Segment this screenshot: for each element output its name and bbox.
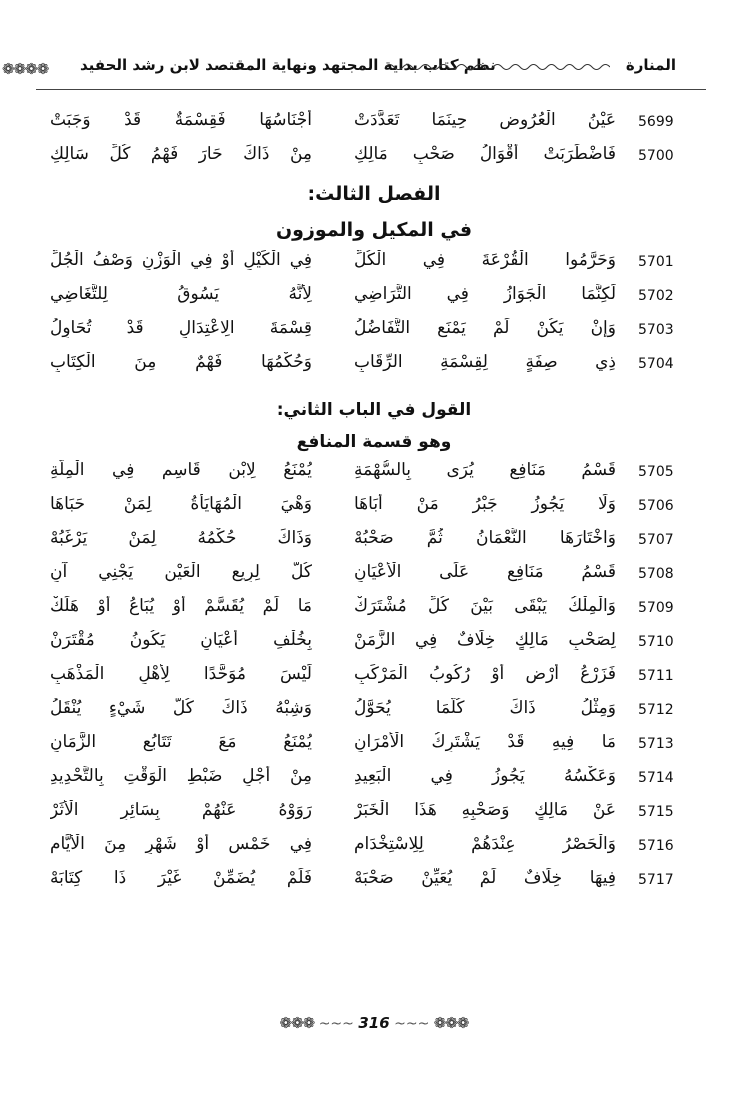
verse-first-hemistich: وَحَرَّمُوا الْقُرْعَةَ فِي الْكُلِّ <box>354 250 616 270</box>
verse-second-hemistich: مَا لَمْ يُقَسَّمْ أَوْ يُبَاعُ أَوْ هَلَكْ <box>50 596 312 616</box>
verse-first-hemistich: عَنْ مَالِكٍ وَصَحْبِهِ هَذَا الْخَبَرْ <box>354 800 616 820</box>
verse-number: 5704 <box>638 356 674 372</box>
verse-number: 5703 <box>638 322 674 338</box>
verse-number: 5710 <box>638 634 674 650</box>
verse-row <box>0 662 748 696</box>
verse-number: 5701 <box>638 254 674 270</box>
verse-row <box>0 798 748 832</box>
verse-row <box>0 492 748 526</box>
verse-number: 5699 <box>638 114 674 130</box>
verse-number: 5711 <box>638 668 674 684</box>
verse-first-hemistich: وَلَا يَجُوزُ جَبْرُ مَنْ أَبَاهَا <box>354 494 616 514</box>
verse-first-hemistich: وَعَكْسُهُ يَجُوزُ فِي الْبَعِيدِ <box>354 766 616 786</box>
verse-row <box>0 458 748 492</box>
verse-number: 5713 <box>638 736 674 752</box>
verse-first-hemistich: عَيْنُ الْعُرُوضِ حِينَمَا تَعَدَّدَتْ <box>354 110 616 130</box>
verse-second-hemistich: كُلٌّ لِرِيعِ الْعَيْنِ يَجْنِي آنِ <box>50 562 312 582</box>
verse-row <box>0 282 748 316</box>
verse-first-hemistich: قَسْمُ مَنَافِعٍ عَلَى الْأَعْيَانِ <box>354 562 616 582</box>
verse-row <box>0 866 748 900</box>
verse-row <box>0 832 748 866</box>
verse-number: 5702 <box>638 288 674 304</box>
verse-first-hemistich: وَاخْتَارَهَا النُّعْمَانُ ثُمَّ صَحْبُهْ <box>354 528 616 548</box>
header-ornament-icon: ❁❁❁❁ <box>2 60 49 78</box>
verse-number: 5708 <box>638 566 674 582</box>
verse-second-hemistich: وَشِبْهُ ذَاكَ كُلُّ شَيْءٍ يُنْقَلُ <box>50 698 312 718</box>
verse-row <box>0 764 748 798</box>
verse-first-hemistich: مَا فِيهِ قَدْ يَشْتَرِكُ الْأَمْرَانِ <box>354 732 616 752</box>
verse-row <box>0 248 748 282</box>
verse-row <box>0 730 748 764</box>
verse-second-hemistich: وَذَاكَ حُكْمُهُ لِمَنْ يَرْغَبُهْ <box>50 528 312 548</box>
verse-number: 5716 <box>638 838 674 854</box>
verse-second-hemistich: قِسْمَةَ الِاعْتِدَالِ قَدْ تُحَاوِلُ <box>50 318 312 338</box>
page-header <box>0 52 748 88</box>
verse-second-hemistich: بِخُلْفِ أَعْيَانٍ يَكُونُ مُقْتَرَنْ <box>50 630 312 650</box>
page-number: 316 <box>358 1014 390 1032</box>
verse-number: 5705 <box>638 464 674 480</box>
running-book-title: نظم كتاب بداية المجتهد ونهاية المقتصد لابن رشد الحفيد <box>80 56 496 74</box>
header-rule <box>36 89 706 90</box>
verse-second-hemistich: يُمْنَعُ لِابْنِ قَاسِمٍ فِي الْمِلَّةِ <box>50 460 312 480</box>
verse-first-hemistich: لَكِنَّمَا الْجَوَازُ فِي التَّرَاضِي <box>354 284 616 304</box>
verse-second-hemistich: لِأَنَّهُ يَسُوقُ لِلتَّغَاضِي <box>50 284 312 304</box>
verse-first-hemistich: فَزَرْعُ أَرْضٍ أَوْ رُكُوبُ الْمَرْكَبِ <box>354 664 616 684</box>
verse-second-hemistich: فِي الْكَيْلِ أَوْ فِي الْوَزْنِ وَصْفُ الْجُلِّ <box>50 250 312 270</box>
verse-row <box>0 560 748 594</box>
page-footer <box>0 1014 748 1032</box>
verse-number: 5714 <box>638 770 674 786</box>
verse-first-hemistich: وَالْمِلْكُ يَبْقَى بَيْنَ كُلِّ مُشْتَرَكْ <box>354 596 616 616</box>
verse-row <box>0 594 748 628</box>
verse-first-hemistich: قَسْمُ مَنَافِعٍ يُرَى بِالسُّهْمَةِ <box>354 460 616 480</box>
header-wave-divider-icon <box>385 61 610 73</box>
verse-row <box>0 316 748 350</box>
verse-row <box>0 142 748 176</box>
section-title: القول في الباب الثاني: <box>276 400 472 420</box>
verse-row <box>0 628 748 662</box>
verse-number: 5712 <box>638 702 674 718</box>
section-subtitle: وهو قسمة المنافع <box>296 432 452 452</box>
footer-dash-right: ~~~ <box>394 1016 430 1032</box>
verse-second-hemistich: فَلَمْ يُضَمِّنْ غَيْرَ ذَا كِتَابَهْ <box>50 868 312 888</box>
footer-ornament-right-icon: ❁❁❁ <box>433 1014 469 1032</box>
chapter-subtitle: في المكيل والموزون <box>275 219 473 241</box>
page-content <box>0 108 748 900</box>
footer-ornament-left-icon: ❁❁❁ <box>279 1014 315 1032</box>
verse-second-hemistich: أَجْنَاسُهَا فَقِسْمَةٌ قَدْ وَجَبَتْ <box>50 110 312 130</box>
verse-first-hemistich: فَاضْطَرَبَتْ أَقْوَالُ صَحْبِ مَالِكِ <box>354 144 616 164</box>
verse-first-hemistich: وَالْحَصْرُ عِنْدَهُمْ لِلِاسْتِخْدَامِ <box>354 834 616 854</box>
verse-second-hemistich: وَحُكْمُهَا فَهْمٌ مِنَ الْكِتَابِ <box>50 352 312 372</box>
chapter-title: الفصل الثالث: <box>307 183 441 205</box>
verse-row <box>0 696 748 730</box>
verse-second-hemistich: وَهْيَ الْمُهَايَأَةُ لِمَنْ حَبَاهَا <box>50 494 312 514</box>
verse-first-hemistich: فِيهَا خِلَافٌ لَمْ يُعَيِّنْ صَحْبَهْ <box>354 868 616 888</box>
verse-second-hemistich: لَيْسَ مُوَحَّدًا لِأَهْلِ الْمَذْهَبِ <box>50 664 312 684</box>
verse-second-hemistich: مِنْ أَجْلِ ضَبْطِ الْوَقْتِ بِالتَّحْدِيدِ <box>50 766 312 786</box>
verse-first-hemistich: ذِي صِفَةٍ لِقِسْمَةِ الرِّقَابِ <box>354 352 616 372</box>
verse-first-hemistich: وَإِنْ يَكُنْ لَمْ يَمْنَعِ التَّفَاضُلُ <box>354 318 616 338</box>
verse-number: 5715 <box>638 804 674 820</box>
verse-second-hemistich: يُمْنَعُ مَعَ تَتَابُعِ الزَّمَانِ <box>50 732 312 752</box>
verse-first-hemistich: وَمِثْلُ ذَاكَ كُلَّمَا يُحَوَّلُ <box>354 698 616 718</box>
verse-number: 5717 <box>638 872 674 888</box>
verse-number: 5706 <box>638 498 674 514</box>
verse-second-hemistich: مِنْ ذَاكَ حَارَ فَهْمُ كُلِّ سَالِكِ <box>50 144 312 164</box>
verse-second-hemistich: فِي خَمْسٍ أَوْ شَهْرٍ مِنَ الْأَيَّامِ <box>50 834 312 854</box>
verse-row <box>0 108 748 142</box>
verse-first-hemistich: لِصَحْبِ مَالِكٍ خِلَافٌ فِي الزَّمَنْ <box>354 630 616 650</box>
verse-second-hemistich: رَوَوْهُ عَنْهُمْ بِسَائِرِ الْأَثَرْ <box>50 800 312 820</box>
verse-number: 5700 <box>638 148 674 164</box>
verse-number: 5707 <box>638 532 674 548</box>
verse-number: 5709 <box>638 600 674 616</box>
verse-row <box>0 350 748 384</box>
footer-dash-left: ~~~ <box>318 1016 354 1032</box>
series-title: المنارة <box>625 56 676 74</box>
verse-row <box>0 526 748 560</box>
